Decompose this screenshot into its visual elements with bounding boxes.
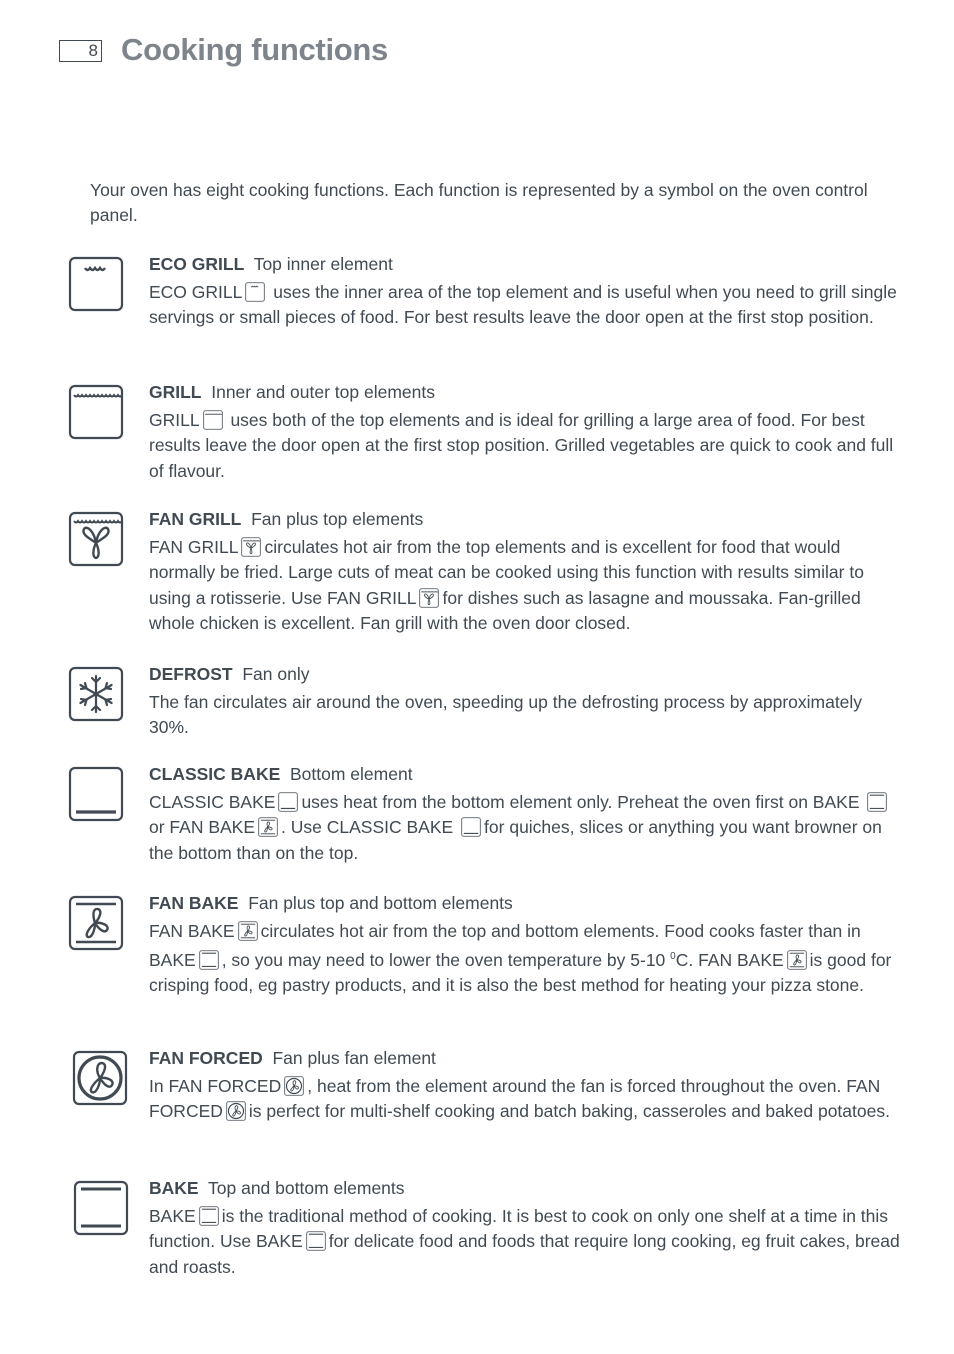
function-description: GRILL uses both of the top elements and is ideal for grilling a large area of food. For best results leave the door open at the first stop position. Grilled vegetables are quick to cook and full of flavour.	[149, 409, 894, 481]
function-subtitle: Fan plus top elements	[251, 509, 424, 529]
fan-grill-icon	[68, 511, 124, 567]
eco-grill-icon	[68, 256, 124, 312]
fan-grill-icon	[419, 588, 439, 608]
intro-paragraph: Your oven has eight cooking functions. Each function is represented by a symbol on the oven control panel.	[90, 180, 868, 225]
function-name: FAN GRILL	[149, 509, 242, 529]
bake-icon	[73, 1180, 129, 1236]
function-description: The fan circulates air around the oven, speeding up the defrosting process by approximately 30%.	[149, 691, 863, 737]
classic-bake-icon	[68, 766, 124, 822]
function-name: CLASSIC BAKE	[149, 764, 281, 784]
function-name: FAN BAKE	[149, 893, 239, 913]
fan-bake-icon	[258, 817, 278, 837]
grill-icon	[68, 384, 124, 440]
fan-bake-icon	[68, 895, 124, 951]
bake-icon	[199, 950, 219, 970]
function-name: BAKE	[149, 1178, 199, 1198]
function-description: In FAN FORCED , heat from the element around the fan is forced throughout the oven. FAN FORCED is perfect for multi-shelf cooking and batch baking, casseroles and baked potatoes.	[149, 1075, 890, 1121]
fan-forced-icon	[72, 1050, 128, 1106]
function-subtitle: Bottom element	[290, 764, 413, 784]
function-name: GRILL	[149, 382, 202, 402]
function-subtitle: Fan only	[242, 664, 310, 684]
fan-forced-icon	[284, 1076, 304, 1096]
function-subtitle: Top and bottom elements	[208, 1178, 405, 1198]
function-description: CLASSIC BAKE uses heat from the bottom element only. Preheat the oven first on BAKE or FAN BAKE . Use CLASSIC BAKE for quiches, slices or anything you want browner on the bottom than on the top.	[149, 790, 901, 867]
page-title: Cooking functions	[121, 32, 388, 67]
bake-icon	[867, 792, 887, 812]
function-name: ECO GRILL	[149, 254, 245, 274]
function-subtitle: Top inner element	[253, 254, 393, 274]
fan-bake-icon	[787, 950, 807, 970]
function-name: DEFROST	[149, 664, 233, 684]
fan-grill-icon	[241, 537, 261, 557]
function-subtitle: Inner and outer top elements	[211, 382, 435, 402]
fan-forced-icon	[226, 1101, 246, 1121]
eco-grill-icon	[245, 282, 265, 302]
function-description: BAKE is the traditional method of cooking. It is best to cook on only one shelf at a time in this function. Use BAKE for delicate food and foods that require long cooking, eg fruit cakes, bread and roasts.	[149, 1205, 900, 1277]
page-number: 8	[59, 40, 102, 62]
defrost-snowflake-icon	[68, 666, 124, 722]
function-description: ECO GRILL uses the inner area of the top element and is useful when you need to grill single servings or small pieces of food. For best results leave the door open at the first stop position.	[149, 281, 897, 327]
classic-bake-icon	[461, 817, 481, 837]
function-description: FAN GRILL circulates hot air from the top elements and is excellent for food that would normally be fried. Large cuts of meat can be cooked using this function with results similar to using a rotisserie. Use FAN GRILL for dishes such as lasagne and moussaka. Fan-grilled whole chicken is excellent. Fan grill with the oven door closed.	[149, 536, 864, 633]
function-description: FAN BAKE circulates hot air from the top and bottom elements. Food cooks faster than in BAKE , so you may need to lower the oven temperature by 5-10 $^0$C. FAN BAKE is good for crisping food, eg pastry products, and it is also the best method for heating your pizza stone.	[149, 920, 892, 996]
fan-bake-icon	[238, 921, 258, 941]
function-subtitle: Fan plus top and bottom elements	[248, 893, 513, 913]
bake-icon	[306, 1231, 326, 1251]
classic-bake-icon	[278, 792, 298, 812]
bake-icon	[199, 1206, 219, 1226]
function-subtitle: Fan plus fan element	[272, 1048, 436, 1068]
grill-icon	[203, 410, 223, 430]
function-name: FAN FORCED	[149, 1048, 263, 1068]
